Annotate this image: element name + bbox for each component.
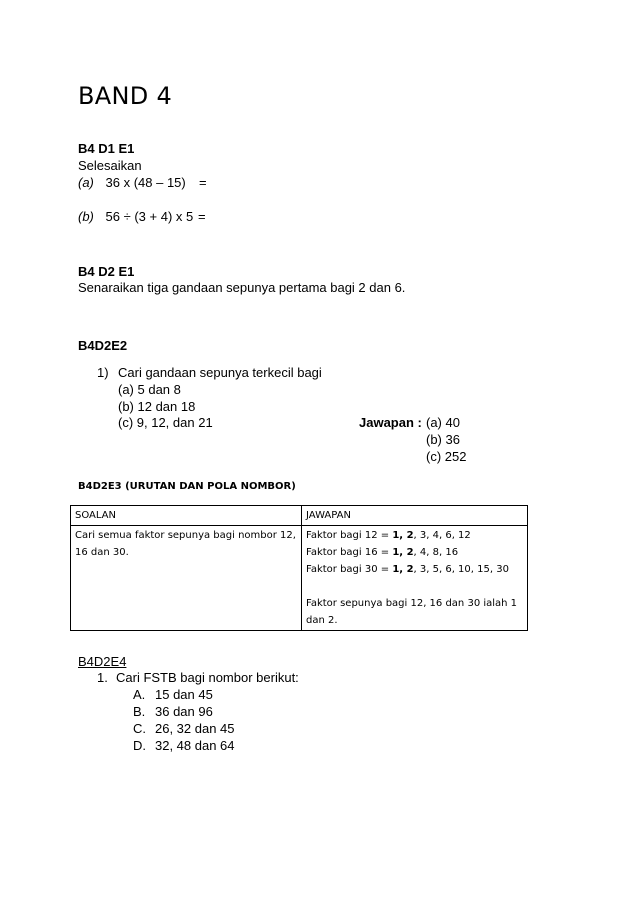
common-factors: 1, 2 xyxy=(392,547,414,558)
common-factors: 1, 2 xyxy=(392,530,414,541)
table-cell-question xyxy=(71,526,302,631)
question-b-equals: = xyxy=(198,209,206,224)
factor-line-12 xyxy=(306,527,523,544)
question-a-expression: 36 x (48 – 15) xyxy=(105,175,186,190)
section5-question-number: 1. xyxy=(97,670,108,685)
answer-label: Jawapan : xyxy=(359,415,422,430)
question-b xyxy=(78,209,193,224)
table-cell-answer xyxy=(302,526,528,631)
table-row xyxy=(71,526,528,631)
common-factors: 1, 2 xyxy=(392,564,414,575)
section-code-b4d2e4: B4D2E4 xyxy=(78,654,127,669)
conclusion-line: dan 2. xyxy=(306,615,338,626)
factor-line-16 xyxy=(306,544,523,561)
table-header-row xyxy=(71,506,528,526)
option-text: 32, 48 dan 64 xyxy=(155,738,235,753)
question-line: Cari semua faktor sepunya bagi nombor 12, xyxy=(75,530,296,541)
question-a xyxy=(78,175,186,190)
list-item: (b) 12 dan 18 xyxy=(118,399,196,414)
question-b-label: (b) xyxy=(78,209,94,224)
blank-line xyxy=(306,578,523,595)
option-letter: B. xyxy=(133,704,146,719)
factor-rest: , 3, 4, 6, 12 xyxy=(413,530,471,541)
question-b-expression: 56 ÷ (3 + 4) x 5 xyxy=(105,209,194,224)
option-text: 36 dan 96 xyxy=(155,704,213,719)
instruction-text: Selesaikan xyxy=(78,158,142,173)
factor-prefix: Faktor bagi 16 = xyxy=(306,547,393,558)
table-header-jawapan: JAWAPAN xyxy=(302,506,528,526)
factor-rest: , 3, 5, 6, 10, 15, 30 xyxy=(413,564,509,575)
section-code-b4d2e1: B4 D2 E1 xyxy=(78,264,135,279)
list-item: (a) 5 dan 8 xyxy=(118,382,181,397)
factor-prefix: Faktor bagi 12 = xyxy=(306,530,393,541)
question-line: 16 dan 30. xyxy=(75,547,129,558)
factor-rest: , 4, 8, 16 xyxy=(413,547,459,558)
table-header-soalan: SOALAN xyxy=(71,506,302,526)
section-code-b4d2e2: B4D2E2 xyxy=(78,338,128,353)
option-letter: D. xyxy=(133,738,146,753)
list-item: (c) 9, 12, dan 21 xyxy=(118,415,213,430)
page-title: BAND 4 xyxy=(78,82,173,110)
option-letter: A. xyxy=(133,687,146,702)
section2-question: Senaraikan tiga gandaan sepunya pertama bagi 2 dan 6. xyxy=(78,280,406,295)
question-a-label: (a) xyxy=(78,175,94,190)
section5-question: Cari FSTB bagi nombor berikut: xyxy=(116,670,299,685)
question-a-equals: = xyxy=(199,175,207,190)
option-letter: C. xyxy=(133,721,146,736)
section3-question: Cari gandaan sepunya terkecil bagi xyxy=(118,365,322,380)
conclusion-line: Faktor sepunya bagi 12, 16 dan 30 ialah 1 xyxy=(306,598,518,609)
answer-item: (b) 36 xyxy=(426,432,460,447)
answer-item: (c) 252 xyxy=(426,449,467,464)
answer-table xyxy=(70,505,528,631)
option-text: 15 dan 45 xyxy=(155,687,213,702)
section-code-b4d1e1: B4 D1 E1 xyxy=(78,141,135,156)
answer-item: (a) 40 xyxy=(426,415,460,430)
factor-line-30 xyxy=(306,561,523,578)
section-code-b4d2e3: B4D2E3 (URUTAN DAN POLA NOMBOR) xyxy=(78,481,296,492)
factor-prefix: Faktor bagi 30 = xyxy=(306,564,393,575)
section3-question-number: 1) xyxy=(97,365,109,380)
option-text: 26, 32 dan 45 xyxy=(155,721,235,736)
